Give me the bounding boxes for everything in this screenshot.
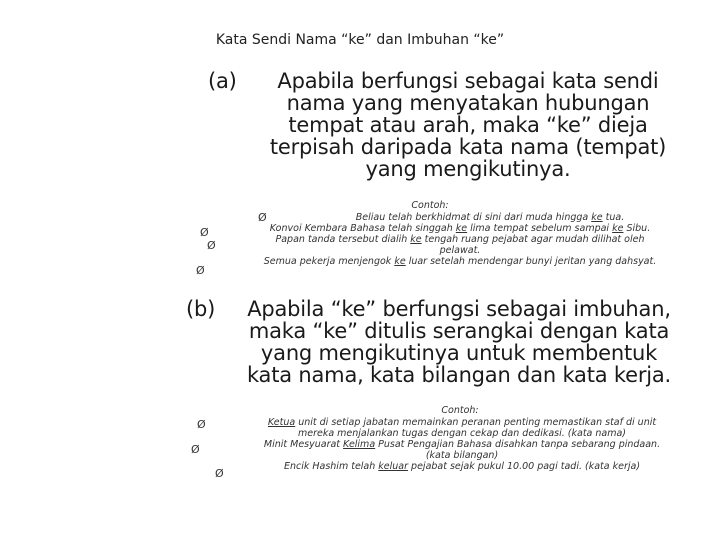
section-b-line: yang mengikutinya untuk membentuk bbox=[260, 341, 658, 365]
example-line: Ketua unit di setiap jabatan memainkan peranan penting memastikan staf di unit bbox=[267, 417, 657, 428]
underlined-word: ke bbox=[612, 223, 624, 234]
example-line: mereka menjalankan tugas dengan cekap dan dedikasi. (kata nama) bbox=[297, 428, 627, 439]
underlined-word: keluar bbox=[378, 461, 409, 472]
example-line: Semua pekerja menjengok ke luar setelah mendengar bunyi jeritan yang dahsyat. bbox=[263, 256, 657, 267]
bullet-icon: Ø bbox=[207, 239, 216, 252]
section-a-line: tempat atau arah, maka “ke” dieja bbox=[288, 113, 648, 137]
underlined-word: Kelima bbox=[343, 439, 376, 450]
section-a-contoh-label: Contoh: bbox=[411, 200, 449, 211]
underlined-word: ke bbox=[455, 223, 468, 234]
example-line: Konvoi Kembara Bahasa telah singgah ke lima tempat sebelum sampai ke Sibu. bbox=[269, 223, 651, 234]
bullet-icon: Ø bbox=[197, 418, 206, 431]
underlined-word: ke bbox=[591, 212, 603, 223]
section-a-line: yang mengikutinya. bbox=[365, 157, 571, 181]
example-line: (kata bilangan) bbox=[425, 450, 499, 461]
underlined-word: ke bbox=[394, 256, 406, 267]
section-a-marker: (a) bbox=[208, 69, 237, 93]
section-a-examples bbox=[230, 212, 690, 267]
bullet-icon: Ø bbox=[191, 443, 200, 456]
underlined-word: Ketua bbox=[267, 417, 296, 428]
bullet-icon: Ø bbox=[258, 211, 267, 224]
bullet-icon: Ø bbox=[215, 467, 224, 480]
underlined-word: ke bbox=[410, 234, 422, 245]
example-line: Minit Mesyuarat Kelima Pusat Pengajian Bahasa disahkan tanpa sebarang pindaan. bbox=[263, 439, 661, 450]
section-a-heading bbox=[248, 70, 688, 180]
example-line: pelawat. bbox=[439, 245, 481, 256]
example-line: Papan tanda tersebut dialih ke tengah ruang pejabat agar mudah dilihat oleh bbox=[275, 234, 645, 245]
section-b-line: maka “ke” ditulis serangkai dengan kata bbox=[248, 319, 670, 343]
bullet-icon: Ø bbox=[200, 226, 209, 239]
section-b-examples bbox=[228, 417, 696, 472]
example-line: Beliau telah berkhidmat di sini dari muda hingga ke tua. bbox=[355, 212, 625, 223]
section-a-line: terpisah daripada kata nama (tempat) bbox=[269, 135, 667, 159]
section-b-marker: (b) bbox=[186, 297, 216, 321]
example-line: Encik Hashim telah keluar pejabat sejak pukul 10.00 pagi tadi. (kata kerja) bbox=[283, 461, 641, 472]
section-a-line: nama yang menyatakan hubungan bbox=[286, 91, 650, 115]
page-title: Kata Sendi Nama “ke” dan Imbuhan “ke” bbox=[215, 32, 505, 48]
bullet-icon: Ø bbox=[196, 264, 205, 277]
section-b-line: kata nama, kata bilangan dan kata kerja. bbox=[246, 363, 672, 387]
section-a-line: Apabila berfungsi sebagai kata sendi bbox=[277, 69, 659, 93]
section-b-line: Apabila “ke” berfungsi sebagai imbuhan, bbox=[247, 297, 671, 321]
section-b-heading bbox=[228, 298, 690, 386]
section-b-contoh-label: Contoh: bbox=[441, 405, 479, 416]
